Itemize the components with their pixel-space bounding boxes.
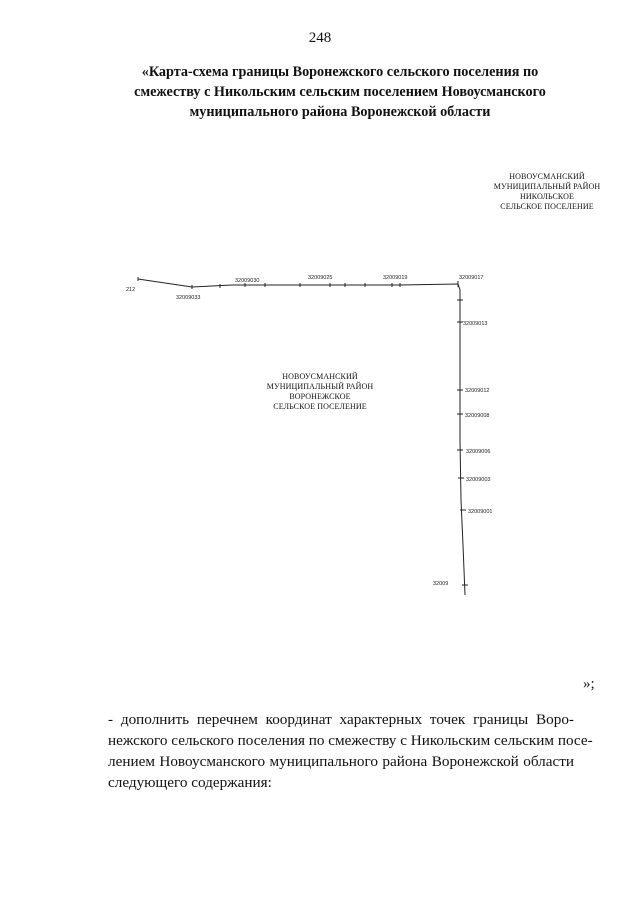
point-label-32009008: 32009008 — [465, 413, 490, 419]
title-line-2: смежеству с Никольским сельским поселением Новоусманского — [134, 84, 546, 100]
paragraph-line-2: нежского сельского поселения по смежеству с Никольским сельским посе- — [108, 732, 593, 749]
vor-label-line-1: НОВОУСМАНСКИЙ — [282, 372, 358, 381]
body-paragraph — [108, 709, 593, 793]
point-label-32009001: 32009001 — [468, 509, 493, 515]
title-line-3: муниципального района Воронежской области — [189, 104, 491, 120]
point-label-212: 212 — [126, 287, 136, 293]
vor-label-line-4: СЕЛЬСКОЕ ПОСЕЛЕНИЕ — [273, 402, 367, 411]
nik-label-line-2: МУНИЦИПАЛЬНЫЙ РАЙОН — [493, 182, 601, 191]
point-label-32009006: 32009006 — [466, 449, 491, 455]
nik-label-line-4: СЕЛЬСКОЕ ПОСЕЛЕНИЕ — [500, 202, 594, 211]
point-label-32009: 32009 — [433, 581, 449, 587]
vor-label-line-2: МУНИЦИПАЛЬНЫЙ РАЙОН — [266, 382, 374, 391]
vor-label-line-3: ВОРОНЕЖСКОЕ — [289, 392, 351, 401]
point-label-32009025: 32009025 — [308, 275, 333, 281]
point-label-32009017: 32009017 — [459, 275, 484, 281]
title-line-1: «Карта-схема границы Воронежского сельского поселения по — [141, 64, 539, 80]
boundary-vertices — [138, 277, 468, 585]
paragraph-line-4: следующего содержания: — [108, 774, 272, 791]
nik-label-line-3: НИКОЛЬСКОЕ — [519, 192, 575, 201]
point-label-32009013: 32009013 — [463, 321, 488, 327]
closing-quote: »; — [583, 676, 595, 692]
nik-label-line-1: НОВОУСМАНСКИЙ — [509, 172, 585, 181]
paragraph-line-3: лением Новоусманского муниципального района Воронежской области — [108, 753, 574, 770]
page-number: 248 — [308, 30, 332, 46]
point-label-32009030: 32009030 — [235, 278, 260, 284]
point-label-32009019: 32009019 — [383, 275, 408, 281]
point-label-32009033: 32009033 — [176, 295, 201, 301]
paragraph-line-1: - дополнить перечнем координат характерных точек границы Воро- — [108, 711, 574, 728]
point-label-32009012: 32009012 — [465, 388, 490, 394]
boundary-line — [138, 279, 465, 595]
point-label-32009003: 32009003 — [466, 477, 491, 483]
